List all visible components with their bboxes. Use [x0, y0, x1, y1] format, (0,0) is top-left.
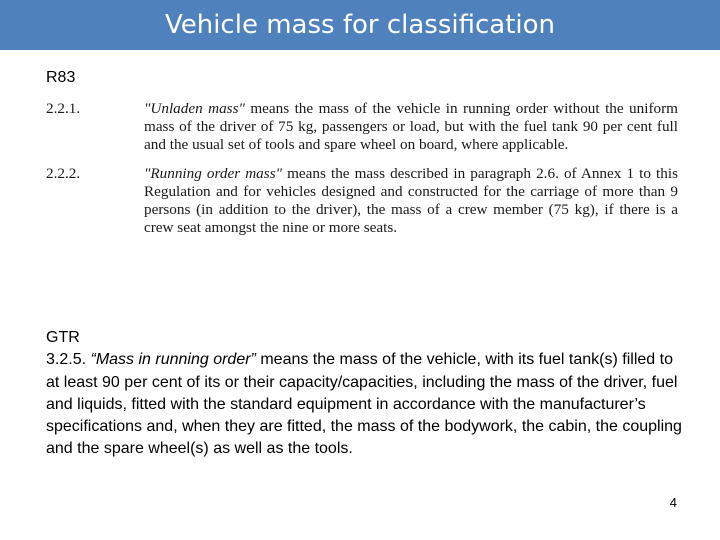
- clause-body: means the mass described in paragraph 2.6. of Annex 1 to this Regulation and for vehicles designed and constructed for the carriage of more than 9 persons (in addition to the driver), the mass of a crew member (75 kg), if there is a crew seat amongst the nine or more seats.: [144, 165, 678, 236]
- page-number: 4: [669, 495, 677, 510]
- gtr-term: “Mass in running order”: [90, 351, 256, 369]
- r83-label: R83: [46, 69, 76, 86]
- clause-term: "Running order mass": [144, 165, 282, 182]
- clause-text: [144, 165, 678, 237]
- clause-number: 2.2.1.: [46, 100, 81, 117]
- r83-excerpt-image: [46, 100, 678, 248]
- clause-number: 2.2.2.: [46, 165, 81, 182]
- gtr-definition: [46, 349, 686, 460]
- slide-title-bar: [0, 0, 720, 50]
- clause-term: "Unladen mass": [144, 100, 245, 117]
- slide-title: Vehicle mass for classification: [164, 10, 556, 40]
- clause-body: means the mass of the vehicle in running order without the uniform mass of the driver of 75 kg, passengers or load, but with the fuel tank 90 per cent full and the usual set of tools and spare wheel on board, where applicable.: [144, 100, 678, 153]
- gtr-section: [46, 327, 686, 461]
- r83-clause: [46, 100, 678, 154]
- gtr-clause-number: 3.2.5.: [46, 351, 87, 369]
- clause-text: [144, 100, 678, 154]
- r83-clause: [46, 165, 678, 237]
- gtr-label: GTR: [46, 329, 80, 346]
- gtr-text: means the mass of the vehicle, with its fuel tank(s) filled to at least 90 per cent of its or their capacity/capacities, including the mass of the driver, fuel and liquids, fitted with the standard equipment in accordance with the manufacturer’s specifications and, when they are fitted, the mass of the bodywork, the cabin, the coupling and the spare wheel(s) as well as the tools.: [46, 351, 682, 458]
